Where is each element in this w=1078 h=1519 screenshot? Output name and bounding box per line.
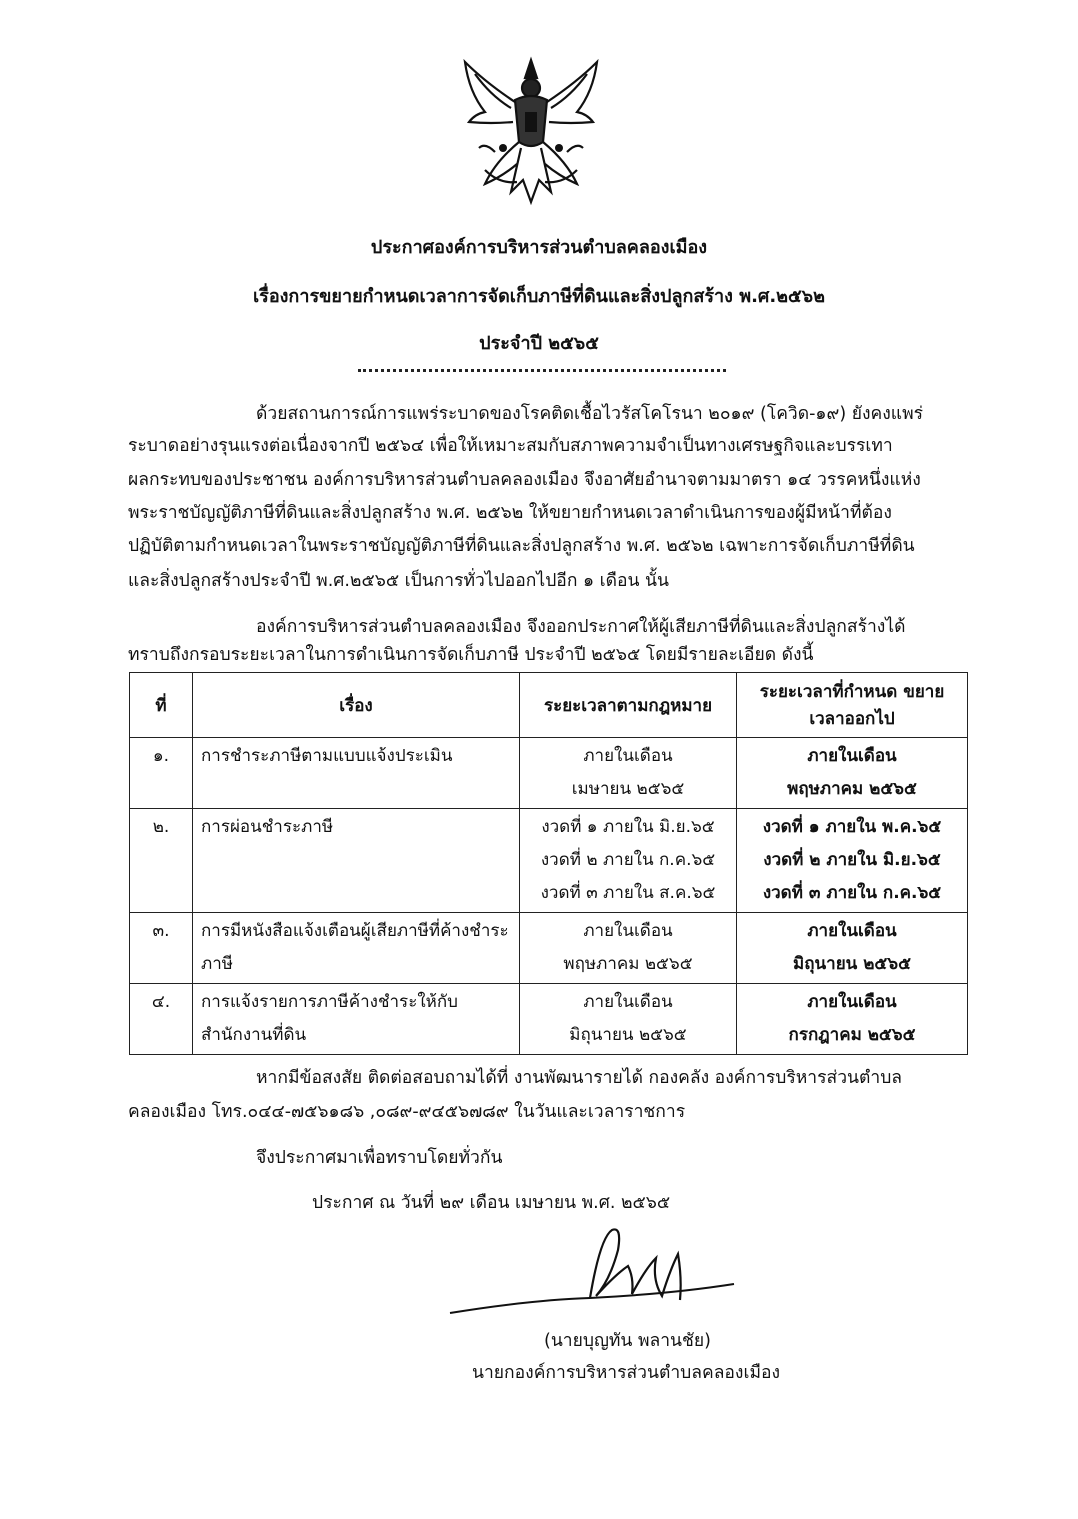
column-header-subject: เรื่อง	[193, 673, 520, 738]
law-period-line: ภายในเดือน	[583, 746, 673, 766]
column-header-extended-period: ระยะเวลาที่กำหนด ขยายเวลาออกไป	[737, 673, 968, 738]
row-subject: การชำระภาษีตามแบบแจ้งประเมิน	[193, 738, 520, 809]
column-header-law-period: ระยะเวลาตามกฎหมาย	[520, 673, 737, 738]
signer-name: (นายบุญทัน พลานชัย)	[544, 1331, 711, 1351]
extended-period-line: ภายในเดือน	[807, 746, 897, 766]
contact-line: คลองเมือง โทร.๐๔๔-๗๕๖๑๘๖ ,๐๘๙-๙๔๕๖๗๘๙ ในวันและเวลาราชการ	[128, 1102, 686, 1122]
extended-period-line: พฤษภาคม ๒๕๖๕	[787, 779, 917, 799]
dotted-divider	[358, 369, 726, 372]
row-extended-period	[737, 984, 968, 1055]
extended-period-line: งวดที่ ๑ ภายใน พ.ค.๖๕	[762, 817, 942, 837]
announce-date: ประกาศ ณ วันที่ ๒๙ เดือน เมษายน พ.ศ. ๒๕๖๕	[312, 1193, 671, 1213]
row-number: ๒.	[130, 809, 193, 913]
garuda-emblem-icon	[455, 52, 607, 212]
law-period-line: งวดที่ ๑ ภายใน มิ.ย.๖๕	[541, 817, 715, 837]
paragraph-line: ระบาดอย่างรุนแรงต่อเนื่องจากปี ๒๕๖๔ เพื่อให้เหมาะสมกับสภาพความจำเป็นทางเศรษฐกิจและบรรเทา	[128, 436, 893, 456]
extended-period-line: มิถุนายน ๒๕๖๕	[793, 954, 911, 974]
column-header-no: ที่	[130, 673, 193, 738]
law-period-line: งวดที่ ๓ ภายใน ส.ค.๖๕	[540, 883, 716, 903]
table-row	[130, 809, 968, 913]
paragraph-line: ผลกระทบของประชาชน องค์การบริหารส่วนตำบลคลองเมือง จึงอาศัยอำนาจตามมาตรา ๑๔ วรรคหนึ่งแห่ง	[128, 470, 921, 490]
extended-period-line: ภายในเดือน	[807, 992, 897, 1012]
row-subject: การมีหนังสือแจ้งเตือนผู้เสียภาษีที่ค้างชำระภาษี	[193, 913, 520, 984]
row-subject: การแจ้งรายการภาษีค้างชำระให้กับสำนักงานที่ดิน	[193, 984, 520, 1055]
row-extended-period	[737, 809, 968, 913]
row-law-period	[520, 913, 737, 984]
row-extended-period	[737, 913, 968, 984]
row-number: ๓.	[130, 913, 193, 984]
row-number: ๑.	[130, 738, 193, 809]
law-period-line: ภายในเดือน	[583, 992, 673, 1012]
law-period-line: มิถุนายน ๒๕๖๕	[569, 1025, 687, 1045]
paragraph-line: และสิ่งปลูกสร้างประจำปี พ.ศ.๒๕๖๕ เป็นการทั่วไปออกไปอีก ๑ เดือน นั้น	[128, 571, 669, 591]
table-row	[130, 984, 968, 1055]
row-law-period	[520, 738, 737, 809]
extended-period-line: งวดที่ ๒ ภายใน มิ.ย.๖๕	[763, 850, 941, 870]
announcement-title: ประกาศองค์การบริหารส่วนตำบลคลองเมือง	[370, 237, 708, 258]
table-row	[130, 738, 968, 809]
row-law-period	[520, 984, 737, 1055]
paragraph-line: ทราบถึงกรอบระยะเวลาในการดำเนินการจัดเก็บภาษี ประจำปี ๒๕๖๕ โดยมีรายละเอียด ดังนี้	[128, 645, 814, 665]
law-period-line: เมษายน ๒๕๖๕	[571, 779, 685, 799]
extended-period-line: งวดที่ ๓ ภายใน ก.ค.๖๕	[762, 883, 942, 903]
extended-period-line: ภายในเดือน	[807, 921, 897, 941]
extended-period-line: กรกฎาคม ๒๕๖๕	[788, 1025, 916, 1045]
law-period-line: งวดที่ ๒ ภายใน ก.ค.๖๕	[540, 850, 716, 870]
law-period-line: ภายในเดือน	[583, 921, 673, 941]
law-period-line: พฤษภาคม ๒๕๖๕	[563, 954, 693, 974]
signer-title: นายกองค์การบริหารส่วนตำบลคลองเมือง	[472, 1363, 781, 1383]
announcement-year: ประจำปี ๒๕๖๕	[479, 333, 599, 354]
table-header-row	[130, 673, 968, 738]
row-law-period	[520, 809, 737, 913]
announcement-subject: เรื่องการขยายกำหนดเวลาการจัดเก็บภาษีที่ดินและสิ่งปลูกสร้าง พ.ศ.๒๕๖๒	[253, 286, 825, 307]
table-row	[130, 913, 968, 984]
contact-line: หากมีข้อสงสัย ติดต่อสอบถามได้ที่ งานพัฒนารายได้ กองคลัง องค์การบริหารส่วนตำบล	[256, 1068, 903, 1088]
signature-icon	[440, 1218, 740, 1338]
paragraph-line: องค์การบริหารส่วนตำบลคลองเมือง จึงออกประกาศให้ผู้เสียภาษีที่ดินและสิ่งปลูกสร้างได้	[256, 617, 906, 637]
row-extended-period	[737, 738, 968, 809]
paragraph-line: ด้วยสถานการณ์การแพร่ระบาดของโรคติดเชื้อไวรัสโคโรนา ๒๐๑๙ (โควิด-๑๙) ยังคงแพร่	[256, 404, 924, 424]
row-subject: การผ่อนชำระภาษี	[193, 809, 520, 913]
row-number: ๔.	[130, 984, 193, 1055]
paragraph-line: ปฏิบัติตามกำหนดเวลาในพระราชบัญญัติภาษีที่ดินและสิ่งปลูกสร้าง พ.ศ. ๒๕๖๒ เฉพาะการจัดเก็บภาษีที่ดิน	[128, 536, 915, 556]
announce-line: จึงประกาศมาเพื่อทราบโดยทั่วกัน	[256, 1148, 503, 1168]
schedule-table	[129, 672, 968, 1055]
paragraph-line: พระราชบัญญัติภาษีที่ดินและสิ่งปลูกสร้าง พ.ศ. ๒๕๖๒ ให้ขยายกำหนดเวลาดำเนินการของผู้มีหน้าที่ต้อง	[128, 503, 892, 523]
